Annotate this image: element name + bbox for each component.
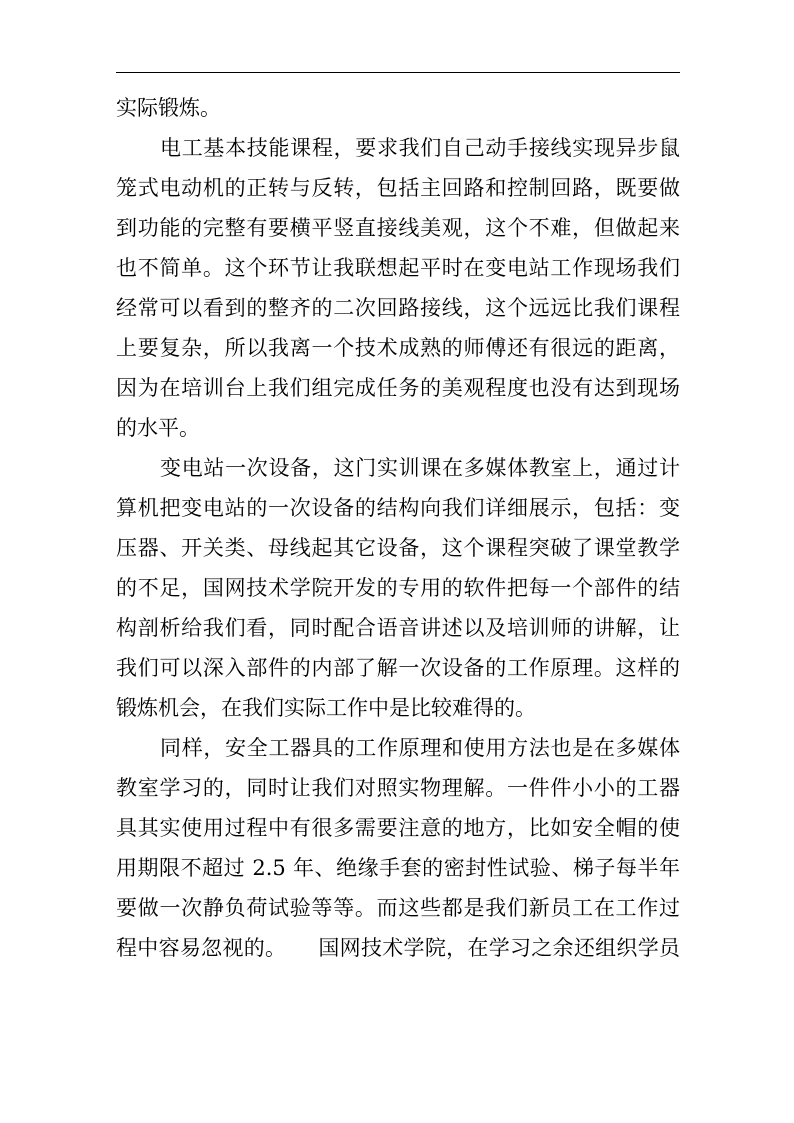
document-body — [116, 88, 680, 968]
paragraph-line: 笼式电动机的正转与反转，包括主回路和控制回路，既要做 — [116, 176, 680, 200]
paragraph-line: 我们可以深入部件的内部了解一次设备的工作原理。这样的 — [116, 656, 680, 680]
paragraph-line: 实际锻炼。 — [116, 96, 221, 120]
paragraph-line: 构剖析给我们看，同时配合语音讲述以及培训师的讲解，让 — [116, 616, 680, 640]
paragraph-line: 到功能的完整有要横平竖直接线美观，这个不难，但做起来 — [116, 216, 680, 240]
paragraph-line: 的不足，国网技术学院开发的专用的软件把每一个部件的结 — [116, 576, 680, 600]
paragraph-line: 经常可以看到的整齐的二次回路接线，这个远远比我们课程 — [116, 296, 680, 320]
header-rule — [116, 72, 680, 73]
paragraph-line: 要做一次静负荷试验等等。而这些都是我们新员工在工作过 — [116, 896, 680, 920]
paragraph-4 — [116, 728, 680, 968]
paragraph-line: 算机把变电站的一次设备的结构向我们详细展示，包括：变 — [116, 496, 680, 520]
paragraph-line: 电工基本技能课程，要求我们自己动手接线实现异步鼠 — [160, 136, 680, 160]
paragraph-line: 上要复杂，所以我离一个技术成熟的师傅还有很远的距离， — [116, 336, 680, 360]
paragraph-line: 因为在培训台上我们组完成任务的美观程度也没有达到现场 — [116, 376, 680, 400]
paragraph-line: 也不简单。这个环节让我联想起平时在变电站工作现场我们 — [116, 256, 680, 280]
paragraph-line: 同样，安全工器具的工作原理和使用方法也是在多媒体 — [160, 736, 680, 760]
paragraph-3 — [116, 448, 680, 728]
paragraph-line: 压器、开关类、母线起其它设备，这个课程突破了课堂教学 — [116, 536, 680, 560]
paragraph-line: 变电站一次设备，这门实训课在多媒体教室上，通过计 — [160, 456, 680, 480]
paragraph-1 — [116, 88, 680, 128]
paragraph-line: 具其实使用过程中有很多需要注意的地方，比如安全帽的使 — [116, 816, 680, 840]
paragraph-2 — [116, 128, 680, 448]
paragraph-line: 程中容易忽视的。 国网技术学院，在学习之余还组织学员 — [116, 936, 680, 960]
paragraph-line: 的水平。 — [116, 416, 200, 440]
paragraph-line: 用期限不超过 2.5 年、绝缘手套的密封性试验、梯子每半年 — [116, 856, 680, 880]
paragraph-line: 锻炼机会，在我们实际工作中是比较难得的。 — [116, 696, 536, 720]
paragraph-line: 教室学习的，同时让我们对照实物理解。一件件小小的工器 — [116, 776, 680, 800]
